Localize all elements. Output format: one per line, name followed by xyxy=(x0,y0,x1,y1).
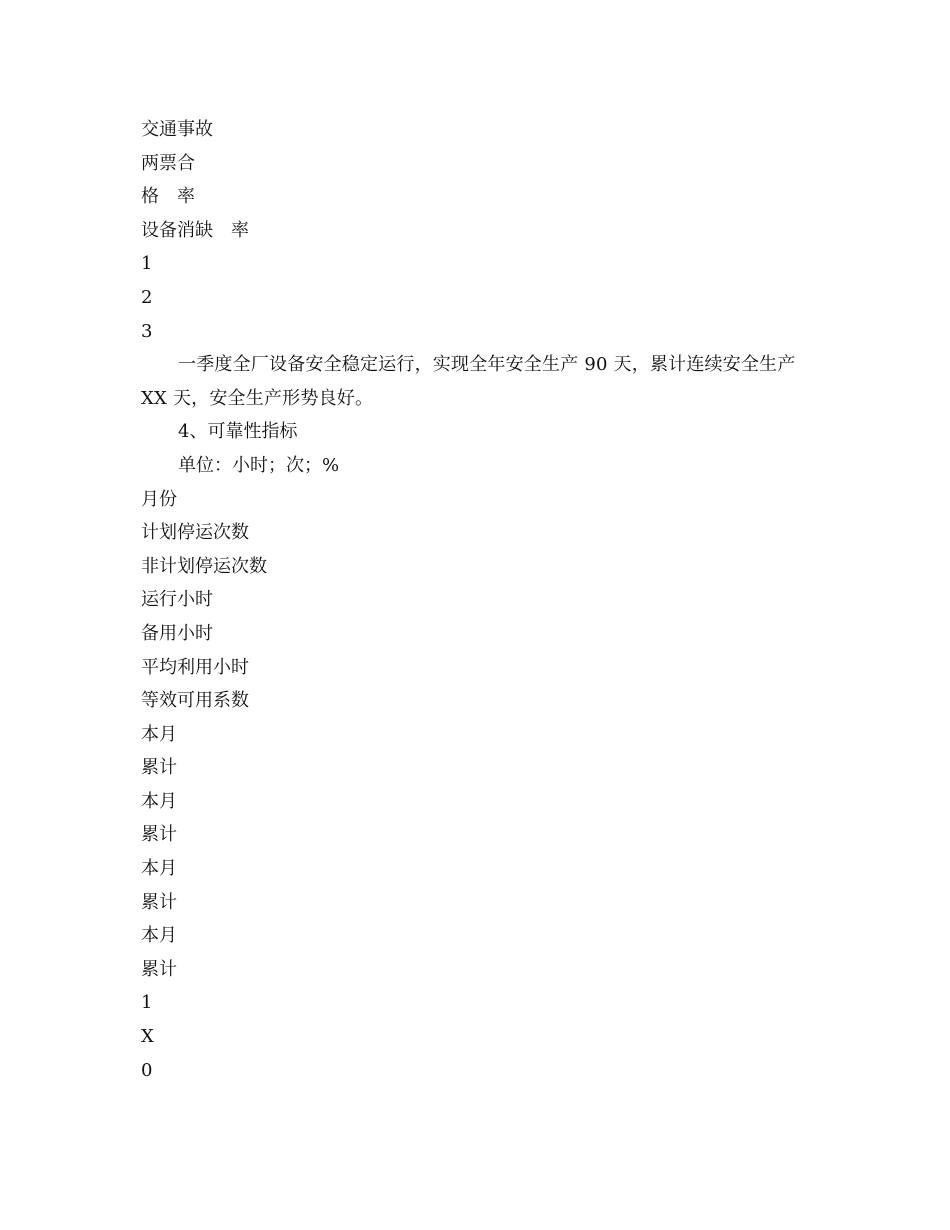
table-header-cell: 计划停运次数 xyxy=(141,522,249,544)
table-header-cell: 非计划停运次数 xyxy=(141,555,267,577)
text-line: 3 xyxy=(141,320,153,342)
summary-paragraph: 一季度全厂设备安全稳定运行，实现全年安全生产 90 天，累计连续安全生产 XX 天，安全生产形势良好。 xyxy=(141,354,796,409)
table-value-cell: 0 xyxy=(141,1059,153,1081)
text-line: 两票合 xyxy=(141,152,195,174)
table-value-cell: 1 xyxy=(141,992,153,1014)
table-header-cell: 等效可用系数 xyxy=(141,690,249,712)
table-header-cell: 备用小时 xyxy=(141,622,213,644)
table-subheader-cell: 本月 xyxy=(141,790,177,812)
table-header-cell: 运行小时 xyxy=(141,589,213,611)
text-line: 设备消缺 率 xyxy=(141,219,249,241)
text-line: 格 率 xyxy=(141,186,195,208)
table-subheader-cell: 本月 xyxy=(141,723,177,745)
table-subheader-cell: 本月 xyxy=(141,925,177,947)
table-subheader-cell: 累计 xyxy=(141,891,177,913)
table-subheader-cell: 累计 xyxy=(141,958,177,980)
table-subheader-cell: 累计 xyxy=(141,824,177,846)
table-value-cell: X xyxy=(141,1026,154,1048)
table-subheader-cell: 本月 xyxy=(141,858,177,880)
text-line: 2 xyxy=(141,286,153,308)
section-heading: 4、可靠性指标 xyxy=(178,421,298,443)
table-subheader-cell: 累计 xyxy=(141,757,177,779)
table-header-cell: 月份 xyxy=(141,488,177,510)
document-body xyxy=(141,113,821,1087)
text-line: 1 xyxy=(141,253,153,275)
unit-line: 单位：小时；次；% xyxy=(178,454,340,476)
table-header-cell: 平均利用小时 xyxy=(141,656,249,678)
text-line: 交通事故 xyxy=(141,119,213,140)
